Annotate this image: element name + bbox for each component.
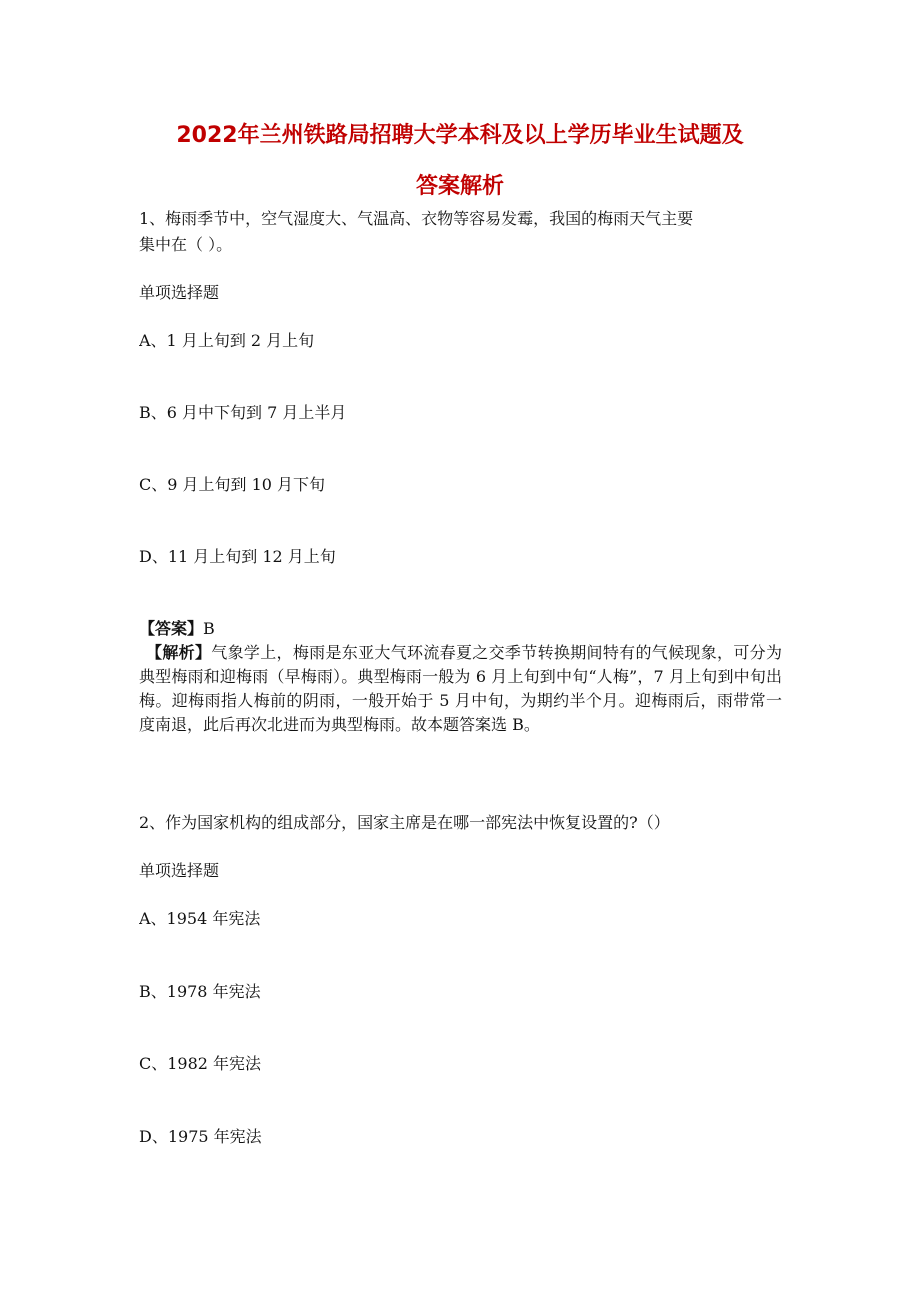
question-1-option-d: D、11 月上旬到 12 月上旬 (139, 547, 336, 566)
question-2-option-a: A、1954 年宪法 (139, 909, 261, 928)
analysis-label: 【解析】 (146, 643, 212, 662)
document-title-line-2: 答案解析 (415, 174, 504, 199)
question-1-option-a: A、1 月上旬到 2 月上旬 (139, 331, 315, 350)
question-1-analysis (139, 641, 782, 737)
answer-label: 【答案】 (139, 619, 204, 638)
analysis-text: 气象学上，梅雨是东亚大气环流春夏之交季节转换期间特有的气候现象，可分为典型梅雨和迎梅雨（早梅雨）。典型梅雨一般为 6 月上旬到中旬“人梅”，7 月上旬到中旬出梅。迎梅雨指人梅前的阴雨，一般开始于 5 月中旬，为期约半个月。迎梅雨后，雨带常一度南退，此后再次北进而为典型梅雨。故本题答案选 B。 (139, 643, 782, 734)
document-title-line-1: 2022年兰州铁路局招聘大学本科及以上学历毕业生试题及 (176, 123, 744, 148)
question-1-answer (139, 617, 784, 641)
question-1-stem-line-2: 集中在（ ）。 (139, 235, 233, 254)
question-1-option-c: C、9 月上旬到 10 月下旬 (139, 475, 326, 494)
question-2-option-d: D、1975 年宪法 (139, 1127, 262, 1146)
question-2-option-c: C、1982 年宪法 (139, 1054, 262, 1073)
question-2-stem: 2、作为国家机构的组成部分，国家主席是在哪一部宪法中恢复设置的?（） (139, 813, 670, 832)
answer-value: B (203, 619, 215, 638)
question-2-type: 单项选择题 (139, 861, 220, 880)
question-1-option-b: B、6 月中下旬到 7 月上半月 (139, 403, 347, 422)
question-1-stem-line-1: 1、梅雨季节中，空气湿度大、气温高、衣物等容易发霉，我国的梅雨天气主要 (139, 209, 694, 228)
question-1-type: 单项选择题 (139, 283, 220, 302)
question-2-option-b: B、1978 年宪法 (139, 982, 261, 1001)
